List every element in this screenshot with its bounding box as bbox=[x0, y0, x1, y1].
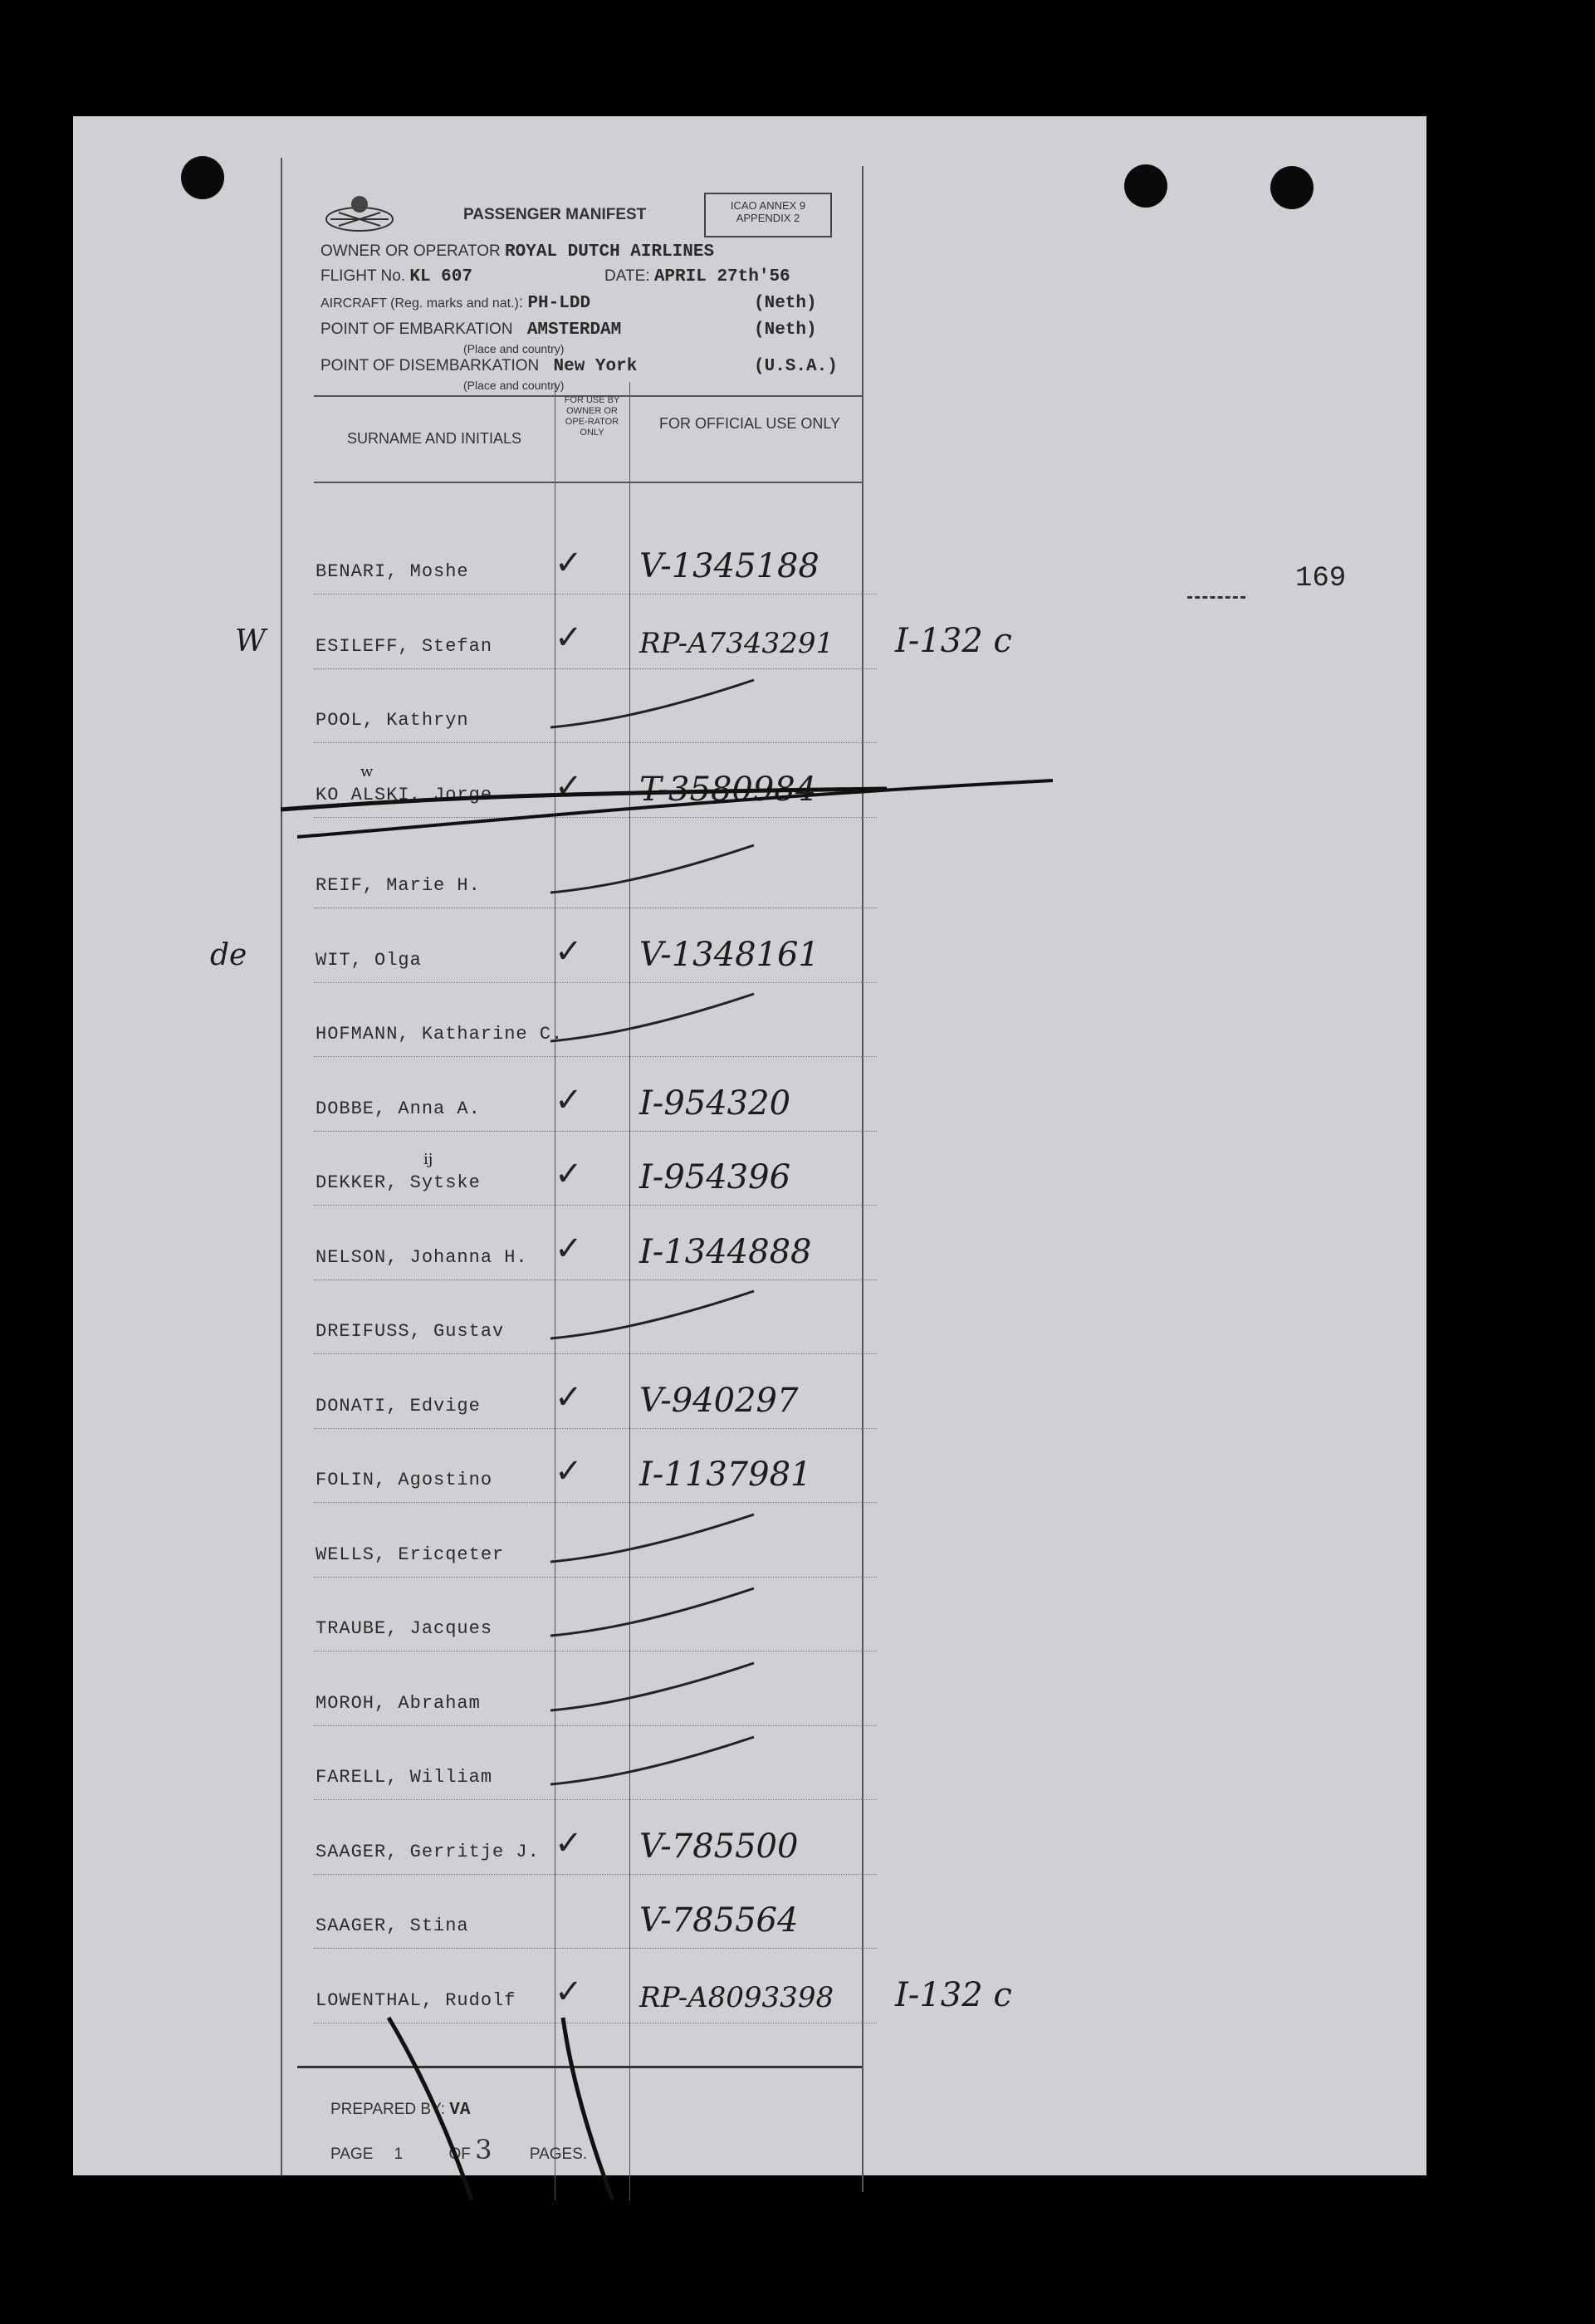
col-official-use: FOR OFFICIAL USE ONLY bbox=[658, 415, 841, 432]
side-page-number: 169 bbox=[1295, 563, 1347, 594]
passenger-name: LOWENTHAL, Rudolf bbox=[316, 1989, 516, 2011]
passport-number: V-940297 bbox=[639, 1381, 799, 1420]
aircraft-label: AIRCRAFT (Reg. marks and nat.) bbox=[320, 296, 519, 311]
passenger-name: NELSON, Johanna H. bbox=[316, 1246, 528, 1268]
passenger-name: DOBBE, Anna A. bbox=[316, 1098, 481, 1119]
passenger-name: POOL, Kathryn bbox=[316, 710, 469, 731]
passenger-name: HOFMANN, Katharine C. bbox=[316, 1024, 564, 1045]
passenger-name: TRAUBE, Jacques bbox=[316, 1618, 493, 1639]
passport-number: I-1137981 bbox=[639, 1456, 812, 1494]
passenger-name: WELLS, Ericqeter bbox=[316, 1544, 505, 1565]
passenger-name: DEKKER, Sytske bbox=[316, 1172, 481, 1193]
check-mark: ✓ bbox=[555, 1972, 583, 2011]
handwritten-correction: ij bbox=[423, 1151, 433, 1168]
manifest-form: PASSENGER MANIFEST ICAO ANNEX 9 APPENDIX 2 OWNER OR OPERATOR ROYAL DUTCH AIRLINES FLIGHT No. KL 607 DATE: APRIL 27th'56 AIRCRAFT (Reg. marks and nat.): PH-LDD (Neth) POINT OF EMBARKATION AMSTERDAM (Neth) (Place and country) POINT OF DISEMBARKATION New York (U.S.A.) (Place and country) SURNAME AND INITIALS FOR USE BY OWNER OR OPE-RATOR ONLY FOR OFFICIAL USE ONLY BENARI, Moshe ✓ V-1345188 W ESILEFF, Stefan ✓ RP-A7343291 I-132 c POOL, Kathryn w KO ALSKI, Jorge ✓ T-3580984 REIF, Marie H. de WIT, Olga ✓ V-1348161 HOFMANN, Katharine C. DOBBE, Anna A. ✓ I-954320 ij DEKKER, Sytske ✓ I-954396 NELSON, Johanna H. ✓ I-1344888 DREIFUSS, Gustav DONATI, Edvige ✓ V-940297 FOLIN, Agostino ✓ I-1137981 WELLS, Ericqeter TRAUBE, Jacques MOROH, Abraham FARELL, William SAAGER, Gerritje J. ✓ V-785500 SAAGER, Stina V-785564 LOWENTHAL, Rudolf ✓ RP-A8093398 I-132 c PREPARED BY: VA PAGE 1 OF 3 PAGES. bbox=[281, 149, 877, 2184]
passport-number: RP-A8093398 bbox=[639, 1980, 834, 2014]
owner-label: OWNER OR OPERATOR bbox=[320, 242, 501, 260]
page-value: 1 bbox=[394, 2145, 404, 2163]
passport-number: V-1345188 bbox=[639, 547, 820, 585]
passenger-row bbox=[281, 1058, 877, 1131]
passenger-row bbox=[281, 1875, 877, 1948]
check-mark: ✓ bbox=[555, 766, 583, 805]
prepared-label: PREPARED BY: bbox=[330, 2101, 445, 2118]
void-stroke bbox=[546, 990, 762, 1048]
void-stroke bbox=[546, 676, 762, 734]
passenger-row bbox=[281, 1206, 877, 1279]
passenger-row bbox=[281, 1429, 877, 1502]
pages-label: PAGES. bbox=[529, 2145, 588, 2163]
page-label: PAGE bbox=[330, 2145, 374, 2163]
official-annotation: I-132 c bbox=[895, 1975, 1012, 2014]
passport-number: I-1344888 bbox=[639, 1232, 812, 1271]
handwritten-prefix: de bbox=[210, 937, 247, 972]
embark-nat: (Neth) bbox=[754, 320, 817, 340]
passenger-name: FOLIN, Agostino bbox=[316, 1470, 493, 1490]
passenger-row bbox=[281, 1355, 877, 1428]
passenger-name: SAAGER, Gerritje J. bbox=[316, 1841, 540, 1862]
passenger-name: KO ALSKI, Jorge bbox=[316, 784, 493, 805]
official-annotation: I-132 c bbox=[895, 621, 1012, 660]
passport-number: V-785564 bbox=[639, 1901, 799, 1940]
date-label: DATE: bbox=[604, 267, 650, 285]
passport-number: I-954320 bbox=[639, 1084, 791, 1123]
check-mark: ✓ bbox=[555, 544, 583, 582]
void-stroke bbox=[546, 1510, 762, 1568]
owner-value: ROYAL DUTCH AIRLINES bbox=[505, 242, 715, 262]
manifest-title: PASSENGER MANIFEST bbox=[463, 206, 647, 223]
passport-number: V-1348161 bbox=[639, 935, 820, 974]
passport-number: I-954396 bbox=[639, 1158, 791, 1196]
punch-hole bbox=[181, 156, 224, 199]
of-value: 3 bbox=[475, 2134, 492, 2165]
place-note-2: (Place and country) bbox=[463, 379, 565, 392]
check-mark: ✓ bbox=[555, 1377, 583, 1416]
col-surname: SURNAME AND INITIALS bbox=[346, 430, 522, 447]
passenger-name: DONATI, Edvige bbox=[316, 1395, 481, 1416]
passenger-name: ESILEFF, Stefan bbox=[316, 635, 493, 657]
passport-number: T-3580984 bbox=[639, 770, 817, 809]
annex-line-2: APPENDIX 2 bbox=[736, 212, 800, 224]
check-mark: ✓ bbox=[555, 932, 583, 971]
icao-annex-box bbox=[704, 193, 832, 237]
check-mark: ✓ bbox=[555, 1229, 583, 1268]
passport-number: RP-A7343291 bbox=[639, 626, 834, 660]
passport-number: V-785500 bbox=[639, 1827, 799, 1866]
embark-value: AMSTERDAM bbox=[526, 320, 622, 340]
prepared-value: VA bbox=[449, 2101, 471, 2120]
col-owner-use: FOR USE BY OWNER OR OPE-RATOR ONLY bbox=[564, 395, 620, 438]
check-mark: ✓ bbox=[555, 1155, 583, 1193]
disembark-nat: (U.S.A.) bbox=[754, 357, 838, 376]
embark-label: POINT OF EMBARKATION bbox=[320, 320, 513, 338]
passenger-name: SAAGER, Stina bbox=[316, 1915, 469, 1936]
passenger-name: MOROH, Abraham bbox=[316, 1692, 481, 1714]
date-value: APRIL 27th'56 bbox=[653, 267, 790, 286]
strike-through-marks bbox=[272, 747, 1103, 864]
void-stroke bbox=[546, 1659, 762, 1717]
handwritten-correction: w bbox=[360, 762, 374, 780]
check-mark: ✓ bbox=[555, 1452, 583, 1490]
passenger-name: DREIFUSS, Gustav bbox=[316, 1321, 505, 1342]
aircraft-nat: (Neth) bbox=[754, 294, 817, 313]
of-label: OF bbox=[448, 2145, 471, 2163]
annex-line-1: ICAO ANNEX 9 bbox=[730, 199, 806, 212]
passenger-row bbox=[281, 1801, 877, 1874]
flight-value: KL 607 bbox=[409, 267, 472, 286]
handwritten-prefix: W bbox=[235, 624, 267, 658]
check-mark: ✓ bbox=[555, 1080, 583, 1119]
passenger-row bbox=[210, 909, 877, 982]
void-stroke bbox=[546, 1733, 762, 1791]
klm-crown-logo bbox=[322, 191, 397, 241]
passenger-name: REIF, Marie H. bbox=[316, 875, 481, 896]
place-note: (Place and country) bbox=[463, 342, 565, 355]
disembark-value: New York bbox=[553, 357, 638, 376]
punch-hole bbox=[1124, 164, 1167, 208]
aircraft-value: PH-LDD bbox=[527, 294, 591, 313]
closing-strokes bbox=[364, 2009, 663, 2200]
void-stroke bbox=[546, 1584, 762, 1642]
passenger-row bbox=[235, 595, 1012, 668]
check-mark: ✓ bbox=[555, 1823, 583, 1862]
passenger-name: BENARI, Moshe bbox=[316, 561, 469, 582]
passenger-name: WIT, Olga bbox=[316, 949, 422, 971]
flight-label: FLIGHT No. bbox=[320, 267, 406, 285]
check-mark: ✓ bbox=[555, 618, 583, 657]
void-stroke bbox=[546, 1287, 762, 1345]
punch-hole bbox=[1270, 166, 1314, 209]
side-dash-mark bbox=[1187, 596, 1245, 599]
disembark-label: POINT OF DISEMBARKATION bbox=[320, 357, 540, 374]
passenger-name: FARELL, William bbox=[316, 1767, 493, 1788]
passenger-row bbox=[281, 1132, 877, 1205]
passenger-row bbox=[281, 521, 877, 594]
